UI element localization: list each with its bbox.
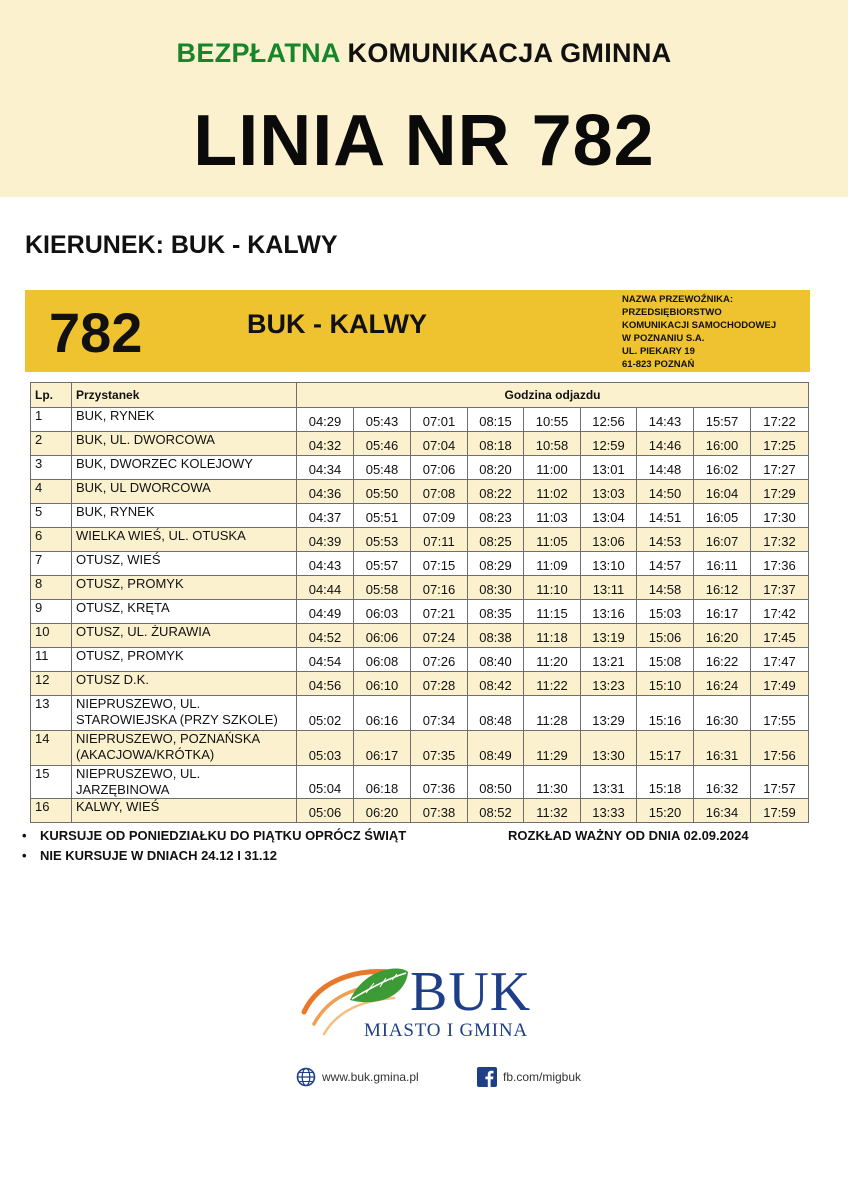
banner-heading — [0, 38, 848, 69]
carrier-info — [622, 293, 776, 371]
timetable — [30, 382, 809, 823]
timetable-body — [31, 408, 809, 823]
facebook-contact — [477, 1066, 581, 1087]
cell-stop: BUK, UL DWORCOWA — [72, 480, 297, 504]
website-contact — [296, 1066, 419, 1087]
note-text: KURSUJE OD PONIEDZIAŁKU DO PIĄTKU OPRÓCZ ŚWIĄT — [40, 828, 407, 843]
cell-time: 08:29 — [468, 552, 524, 576]
cell-time: 14:50 — [637, 480, 694, 504]
cell-time: 07:08 — [411, 480, 468, 504]
table-row — [31, 528, 809, 552]
cell-time: 14:58 — [637, 576, 694, 600]
cell-time: 15:03 — [637, 600, 694, 624]
header-lp: Lp. — [31, 383, 72, 408]
cell-time: 13:33 — [581, 799, 637, 823]
table-row — [31, 576, 809, 600]
cell-time: 06:06 — [354, 624, 411, 648]
cell-time: 08:49 — [468, 731, 524, 766]
cell-time: 06:17 — [354, 731, 411, 766]
cell-time: 05:48 — [354, 456, 411, 480]
cell-time: 17:45 — [751, 624, 809, 648]
cell-time: 08:30 — [468, 576, 524, 600]
cell-lp: 11 — [31, 648, 72, 672]
cell-time: 11:18 — [524, 624, 581, 648]
table-row — [31, 696, 809, 731]
cell-time: 13:06 — [581, 528, 637, 552]
table-row — [31, 766, 809, 799]
cell-time: 08:35 — [468, 600, 524, 624]
cell-time: 13:04 — [581, 504, 637, 528]
cell-time: 07:16 — [411, 576, 468, 600]
carrier-line: PRZEDSIĘBIORSTWO — [622, 307, 722, 318]
carrier-line: W POZNANIU S.A. — [622, 333, 705, 344]
cell-time: 15:10 — [637, 672, 694, 696]
cell-time: 15:18 — [637, 766, 694, 799]
cell-time: 13:31 — [581, 766, 637, 799]
cell-time: 08:42 — [468, 672, 524, 696]
cell-stop: OTUSZ, UL. ŻURAWIA — [72, 624, 297, 648]
cell-time: 17:36 — [751, 552, 809, 576]
direction-heading: KIERUNEK: BUK - KALWY — [25, 231, 338, 259]
bullet: • — [22, 848, 27, 863]
cell-time: 08:40 — [468, 648, 524, 672]
cell-stop: BUK, DWORZEC KOLEJOWY — [72, 456, 297, 480]
cell-lp: 2 — [31, 432, 72, 456]
cell-lp: 4 — [31, 480, 72, 504]
cell-time: 08:52 — [468, 799, 524, 823]
cell-time: 06:03 — [354, 600, 411, 624]
cell-time: 17:57 — [751, 766, 809, 799]
globe-icon — [296, 1067, 316, 1087]
table-row — [31, 432, 809, 456]
cell-time: 13:11 — [581, 576, 637, 600]
cell-time: 17:56 — [751, 731, 809, 766]
website-link[interactable]: www.buk.gmina.pl — [322, 1069, 419, 1084]
cell-lp: 10 — [31, 624, 72, 648]
cell-time: 11:00 — [524, 456, 581, 480]
cell-time: 08:50 — [468, 766, 524, 799]
cell-time: 14:53 — [637, 528, 694, 552]
cell-time: 12:59 — [581, 432, 637, 456]
cell-time: 08:20 — [468, 456, 524, 480]
header-stop: Przystanek — [72, 383, 297, 408]
cell-lp: 14 — [31, 731, 72, 766]
cell-time: 15:17 — [637, 731, 694, 766]
cell-stop: WIELKA WIEŚ, UL. OTUSKA — [72, 528, 297, 552]
cell-time: 04:52 — [297, 624, 354, 648]
cell-time: 16:34 — [694, 799, 751, 823]
cell-time: 17:30 — [751, 504, 809, 528]
header-departure-hours: Godzina odjazdu — [297, 383, 809, 408]
carrier-line: 61-823 POZNAŃ — [622, 359, 695, 370]
cell-time: 13:03 — [581, 480, 637, 504]
cell-time: 16:02 — [694, 456, 751, 480]
cell-time: 11:32 — [524, 799, 581, 823]
cell-time: 04:29 — [297, 408, 354, 432]
cell-time: 04:37 — [297, 504, 354, 528]
table-row — [31, 456, 809, 480]
cell-time: 11:29 — [524, 731, 581, 766]
cell-time: 08:22 — [468, 480, 524, 504]
cell-lp: 5 — [31, 504, 72, 528]
cell-time: 13:21 — [581, 648, 637, 672]
cell-lp: 9 — [31, 600, 72, 624]
cell-time: 17:37 — [751, 576, 809, 600]
carrier-line: UL. PIEKARY 19 — [622, 346, 695, 357]
route-name: BUK - KALWY — [247, 309, 427, 339]
cell-time: 07:15 — [411, 552, 468, 576]
cell-time: 15:57 — [694, 408, 751, 432]
cell-time: 05:53 — [354, 528, 411, 552]
cell-time: 16:31 — [694, 731, 751, 766]
cell-stop: OTUSZ, PROMYK — [72, 648, 297, 672]
cell-time: 15:20 — [637, 799, 694, 823]
table-row — [31, 480, 809, 504]
cell-time: 06:16 — [354, 696, 411, 731]
cell-time: 04:49 — [297, 600, 354, 624]
cell-stop: KALWY, WIEŚ — [72, 799, 297, 823]
cell-time: 17:27 — [751, 456, 809, 480]
cell-time: 10:58 — [524, 432, 581, 456]
cell-time: 07:35 — [411, 731, 468, 766]
cell-stop: OTUSZ, KRĘTA — [72, 600, 297, 624]
cell-time: 12:56 — [581, 408, 637, 432]
table-row — [31, 408, 809, 432]
cell-time: 07:38 — [411, 799, 468, 823]
cell-time: 14:51 — [637, 504, 694, 528]
cell-time: 16:17 — [694, 600, 751, 624]
cell-time: 17:25 — [751, 432, 809, 456]
cell-time: 04:32 — [297, 432, 354, 456]
cell-time: 05:58 — [354, 576, 411, 600]
cell-time: 16:05 — [694, 504, 751, 528]
cell-time: 16:00 — [694, 432, 751, 456]
cell-lp: 6 — [31, 528, 72, 552]
cell-time: 15:08 — [637, 648, 694, 672]
cell-time: 16:32 — [694, 766, 751, 799]
carrier-line: KOMUNIKACJI SAMOCHODOWEJ — [622, 320, 777, 331]
cell-time: 14:46 — [637, 432, 694, 456]
cell-time: 13:10 — [581, 552, 637, 576]
cell-time: 14:48 — [637, 456, 694, 480]
cell-time: 10:55 — [524, 408, 581, 432]
cell-time: 16:30 — [694, 696, 751, 731]
cell-time: 07:21 — [411, 600, 468, 624]
cell-time: 17:29 — [751, 480, 809, 504]
route-number: 782 — [49, 301, 143, 364]
cell-time: 06:18 — [354, 766, 411, 799]
cell-time: 11:30 — [524, 766, 581, 799]
cell-time: 07:24 — [411, 624, 468, 648]
table-row — [31, 600, 809, 624]
notes-list — [22, 826, 406, 866]
cell-time: 08:38 — [468, 624, 524, 648]
cell-time: 05:57 — [354, 552, 411, 576]
cell-time: 11:10 — [524, 576, 581, 600]
cell-time: 16:22 — [694, 648, 751, 672]
cell-time: 13:01 — [581, 456, 637, 480]
cell-lp: 12 — [31, 672, 72, 696]
table-row — [31, 648, 809, 672]
note-item — [22, 846, 406, 866]
cell-time: 07:28 — [411, 672, 468, 696]
table-row — [31, 624, 809, 648]
cell-lp: 3 — [31, 456, 72, 480]
cell-time: 05:03 — [297, 731, 354, 766]
top-banner — [0, 0, 848, 197]
cell-time: 04:34 — [297, 456, 354, 480]
cell-time: 17:22 — [751, 408, 809, 432]
cell-time: 17:49 — [751, 672, 809, 696]
logo-name: BUK — [410, 961, 532, 1023]
cell-stop: OTUSZ, WIEŚ — [72, 552, 297, 576]
cell-time: 07:36 — [411, 766, 468, 799]
cell-time: 17:42 — [751, 600, 809, 624]
cell-time: 05:02 — [297, 696, 354, 731]
cell-time: 05:50 — [354, 480, 411, 504]
cell-time: 11:28 — [524, 696, 581, 731]
cell-time: 17:32 — [751, 528, 809, 552]
cell-time: 06:10 — [354, 672, 411, 696]
cell-time: 16:20 — [694, 624, 751, 648]
cell-time: 04:54 — [297, 648, 354, 672]
cell-time: 04:39 — [297, 528, 354, 552]
cell-time: 05:46 — [354, 432, 411, 456]
cell-time: 17:59 — [751, 799, 809, 823]
cell-time: 13:30 — [581, 731, 637, 766]
cell-time: 14:57 — [637, 552, 694, 576]
cell-lp: 15 — [31, 766, 72, 799]
cell-time: 11:09 — [524, 552, 581, 576]
cell-time: 16:04 — [694, 480, 751, 504]
cell-time: 14:43 — [637, 408, 694, 432]
note-text: NIE KURSUJE W DNIACH 24.12 I 31.12 — [40, 848, 277, 863]
cell-time: 08:25 — [468, 528, 524, 552]
cell-time: 11:05 — [524, 528, 581, 552]
cell-time: 15:06 — [637, 624, 694, 648]
cell-time: 05:04 — [297, 766, 354, 799]
cell-time: 05:51 — [354, 504, 411, 528]
table-row — [31, 504, 809, 528]
cell-time: 13:29 — [581, 696, 637, 731]
cell-time: 07:09 — [411, 504, 468, 528]
cell-time: 07:06 — [411, 456, 468, 480]
banner-free-word: BEZPŁATNA — [176, 38, 340, 68]
cell-time: 16:11 — [694, 552, 751, 576]
table-row — [31, 799, 809, 823]
cell-stop: OTUSZ D.K. — [72, 672, 297, 696]
cell-time: 04:44 — [297, 576, 354, 600]
cell-time: 11:15 — [524, 600, 581, 624]
note-item — [22, 826, 406, 846]
cell-time: 07:26 — [411, 648, 468, 672]
cell-time: 17:55 — [751, 696, 809, 731]
table-row — [31, 731, 809, 766]
cell-time: 07:01 — [411, 408, 468, 432]
cell-time: 04:43 — [297, 552, 354, 576]
cell-lp: 8 — [31, 576, 72, 600]
cell-time: 07:34 — [411, 696, 468, 731]
cell-time: 16:12 — [694, 576, 751, 600]
cell-stop: BUK, UL. DWORCOWA — [72, 432, 297, 456]
cell-time: 16:24 — [694, 672, 751, 696]
cell-lp: 16 — [31, 799, 72, 823]
cell-stop: BUK, RYNEK — [72, 504, 297, 528]
logo-subtitle: MIASTO I GMINA — [364, 1020, 528, 1041]
banner-rest-words: KOMUNIKACJA GMINNA — [339, 38, 672, 68]
line-title: LINIA NR 782 — [193, 101, 655, 181]
cell-time: 04:36 — [297, 480, 354, 504]
cell-time: 07:04 — [411, 432, 468, 456]
facebook-link[interactable]: fb.com/migbuk — [503, 1069, 582, 1084]
carrier-line: NAZWA PRZEWOŹNIKA: — [622, 294, 733, 305]
cell-time: 13:23 — [581, 672, 637, 696]
cell-time: 08:15 — [468, 408, 524, 432]
cell-time: 15:16 — [637, 696, 694, 731]
cell-time: 08:18 — [468, 432, 524, 456]
bullet: • — [22, 828, 27, 843]
cell-time: 11:20 — [524, 648, 581, 672]
validity-date: ROZKŁAD WAŻNY OD DNIA 02.09.2024 — [508, 828, 749, 843]
cell-time: 17:47 — [751, 648, 809, 672]
cell-time: 11:22 — [524, 672, 581, 696]
cell-stop: NIEPRUSZEWO, POZNAŃSKA (AKACJOWA/KRÓTKA) — [72, 731, 297, 766]
table-row — [31, 672, 809, 696]
cell-time: 11:03 — [524, 504, 581, 528]
cell-lp: 1 — [31, 408, 72, 432]
route-header-bar — [25, 290, 810, 372]
cell-time: 08:48 — [468, 696, 524, 731]
cell-time: 08:23 — [468, 504, 524, 528]
cell-time: 16:07 — [694, 528, 751, 552]
cell-lp: 13 — [31, 696, 72, 731]
cell-time: 05:06 — [297, 799, 354, 823]
cell-time: 13:19 — [581, 624, 637, 648]
cell-time: 13:16 — [581, 600, 637, 624]
cell-stop: NIEPRUSZEWO, UL. JARZĘBINOWA — [72, 766, 297, 799]
facebook-icon — [477, 1067, 497, 1087]
cell-time: 07:11 — [411, 528, 468, 552]
cell-stop: BUK, RYNEK — [72, 408, 297, 432]
cell-lp: 7 — [31, 552, 72, 576]
table-row — [31, 552, 809, 576]
cell-time: 06:08 — [354, 648, 411, 672]
cell-time: 06:20 — [354, 799, 411, 823]
cell-time: 05:43 — [354, 408, 411, 432]
cell-stop: NIEPRUSZEWO, UL. STAROWIEJSKA (PRZY SZKOLE) — [72, 696, 297, 731]
cell-time: 04:56 — [297, 672, 354, 696]
cell-time: 11:02 — [524, 480, 581, 504]
cell-stop: OTUSZ, PROMYK — [72, 576, 297, 600]
